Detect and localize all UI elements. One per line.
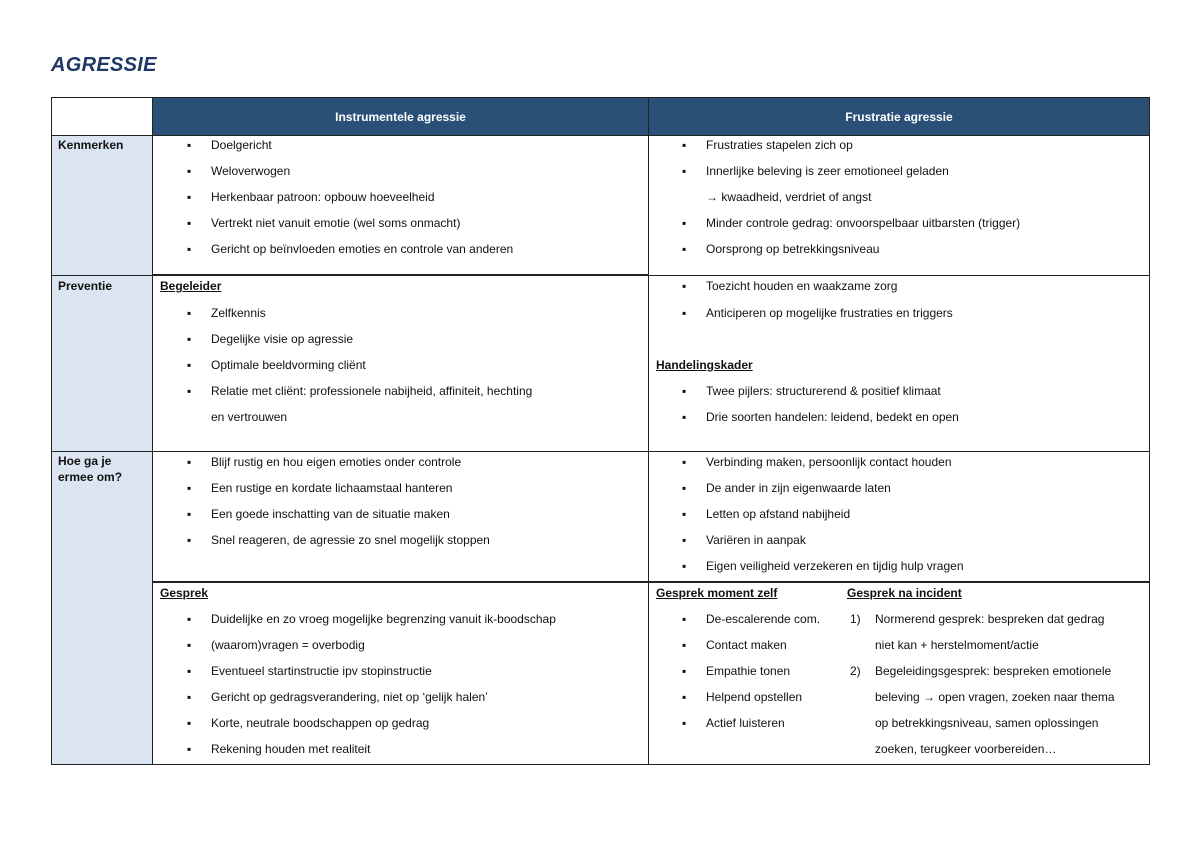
list-item: Eigen veiligheid verzekeren en tijdig hulp vragen <box>706 559 964 573</box>
list-item: Zelfkennis <box>211 306 266 320</box>
bullet-icon: ▪ <box>187 716 192 730</box>
list-item: Innerlijke beleving is zeer emotioneel geladen <box>706 164 949 178</box>
list-item: Frustraties stapelen zich op <box>706 138 853 152</box>
bullet-icon: ▪ <box>187 455 192 469</box>
list-number: 1) <box>850 612 861 626</box>
row-label-hoe-line2: ermee om? <box>58 470 123 484</box>
list-item-continuation: → kwaadheid, verdriet of angst <box>706 190 872 204</box>
bullet-icon: ▪ <box>187 358 192 372</box>
list-item: Blijf rustig en hou eigen emoties onder controle <box>211 455 462 469</box>
list-item: Variëren in aanpak <box>706 533 806 547</box>
grid-line <box>52 451 1149 452</box>
section-heading-gesprek-moment: Gesprek moment zelf <box>656 586 778 600</box>
bullet-icon: ▪ <box>187 742 192 756</box>
grid-line <box>52 275 1149 276</box>
section-heading-gesprek-na: Gesprek na incident <box>847 586 962 600</box>
list-item: Minder controle gedrag: onvoorspelbaar uitbarsten (trigger) <box>706 216 1021 230</box>
list-item: Gericht op beïnvloeden emoties en controle van anderen <box>211 242 514 256</box>
bullet-icon: ▪ <box>187 664 192 678</box>
bullet-icon: ▪ <box>187 242 192 256</box>
bullet-icon: ▪ <box>682 507 687 521</box>
bullet-icon: ▪ <box>682 690 687 704</box>
list-item-continuation: en vertrouwen <box>211 410 288 424</box>
list-item: Korte, neutrale boodschappen op gedrag <box>211 716 430 730</box>
bullet-icon: ▪ <box>187 384 192 398</box>
list-item: Duidelijke en zo vroeg mogelijke begrenzing vanuit ik-boodschap <box>211 612 556 626</box>
bullet-icon: ▪ <box>187 138 192 152</box>
list-item: Toezicht houden en waakzame zorg <box>706 279 898 293</box>
list-item: Begeleidingsgesprek: bespreken emotionele <box>875 664 1112 678</box>
list-item: Actief luisteren <box>706 716 785 730</box>
list-item: Doelgericht <box>211 138 272 152</box>
bullet-icon: ▪ <box>682 533 687 547</box>
bullet-icon: ▪ <box>682 242 687 256</box>
bullet-icon: ▪ <box>187 306 192 320</box>
bullet-icon: ▪ <box>682 384 687 398</box>
row-label-hoe <box>52 451 152 764</box>
row-label-kenmerken: Kenmerken <box>52 135 152 276</box>
list-item: Drie soorten handelen: leidend, bedekt en open <box>706 410 959 424</box>
list-item: Eventueel startinstructie ipv stopinstructie <box>211 664 432 678</box>
bullet-icon: ▪ <box>187 638 192 652</box>
list-item: Oorsprong op betrekkingsniveau <box>706 242 880 256</box>
section-heading-handelingskader: Handelingskader <box>656 358 753 372</box>
grid-line <box>52 135 1149 136</box>
list-item: Een goede inschatting van de situatie maken <box>211 507 450 521</box>
bullet-icon: ▪ <box>682 410 687 424</box>
bullet-icon: ▪ <box>187 216 192 230</box>
bullet-icon: ▪ <box>682 481 687 495</box>
bullet-icon: ▪ <box>682 664 687 678</box>
bullet-icon: ▪ <box>187 332 192 346</box>
list-item: Vertrekt niet vanuit emotie (wel soms onmacht) <box>211 216 461 230</box>
grid-line <box>648 98 649 764</box>
list-item: Optimale beeldvorming cliënt <box>211 358 366 372</box>
list-item-continuation: zoeken, terugkeer voorbereiden… <box>875 742 1057 756</box>
list-item-continuation: op betrekkingsniveau, samen oplossingen <box>875 716 1099 730</box>
list-item: Weloverwogen <box>211 164 291 178</box>
bullet-icon: ▪ <box>187 481 192 495</box>
bullet-icon: ▪ <box>682 455 687 469</box>
list-item: Gericht op gedragsverandering, niet op ‘gelijk halen’ <box>211 690 488 704</box>
section-heading-begeleider: Begeleider <box>160 279 222 293</box>
header-instrumentele: Instrumentele agressie <box>153 98 648 135</box>
section-heading-gesprek: Gesprek <box>160 586 209 600</box>
list-item: Empathie tonen <box>706 664 791 678</box>
bullet-icon: ▪ <box>187 190 192 204</box>
bullet-icon: ▪ <box>682 716 687 730</box>
bullet-icon: ▪ <box>187 533 192 547</box>
bullet-icon: ▪ <box>187 507 192 521</box>
agressie-table <box>51 97 1150 765</box>
list-item: Letten op afstand nabijheid <box>706 507 851 521</box>
bullet-icon: ▪ <box>682 612 687 626</box>
list-number: 2) <box>850 664 861 678</box>
list-item: (waarom)vragen = overbodig <box>211 638 365 652</box>
list-item: Helpend opstellen <box>706 690 803 704</box>
bullet-icon: ▪ <box>682 559 687 573</box>
list-item-continuation: niet kan + herstelmoment/actie <box>875 638 1039 652</box>
list-item: Herkenbaar patroon: opbouw hoeveelheid <box>211 190 435 204</box>
list-item: Een rustige en kordate lichaamstaal hanteren <box>211 481 453 495</box>
page-title: AGRESSIE <box>51 54 157 76</box>
list-item: Rekening houden met realiteit <box>211 742 371 756</box>
bullet-icon: ▪ <box>682 306 687 320</box>
header-frustratie: Frustratie agressie <box>649 98 1149 135</box>
row-label-hoe-line1: Hoe ga je <box>58 454 112 468</box>
bullet-icon: ▪ <box>682 216 687 230</box>
list-item: Anticiperen op mogelijke frustraties en triggers <box>706 306 953 320</box>
bullet-icon: ▪ <box>682 164 687 178</box>
list-item: Relatie met cliënt: professionele nabijheid, affiniteit, hechting <box>211 384 533 398</box>
list-item: De-escalerende com. <box>706 612 821 626</box>
bullet-icon: ▪ <box>187 612 192 626</box>
list-item: Snel reageren, de agressie zo snel mogelijk stoppen <box>211 533 490 547</box>
bullet-icon: ▪ <box>682 638 687 652</box>
row-label-preventie: Preventie <box>52 276 152 451</box>
list-item: Degelijke visie op agressie <box>211 332 354 346</box>
bullet-icon: ▪ <box>187 164 192 178</box>
bullet-icon: ▪ <box>682 279 687 293</box>
list-item-continuation: beleving → open vragen, zoeken naar thema <box>875 690 1115 704</box>
bullet-icon: ▪ <box>682 138 687 152</box>
list-item: De ander in zijn eigenwaarde laten <box>706 481 891 495</box>
bullet-icon: ▪ <box>187 690 192 704</box>
list-item: Contact maken <box>706 638 787 652</box>
grid-line <box>152 98 153 764</box>
list-item: Verbinding maken, persoonlijk contact houden <box>706 455 952 469</box>
list-item: Normerend gesprek: bespreken dat gedrag <box>875 612 1105 626</box>
list-item: Twee pijlers: structurerend & positief klimaat <box>706 384 941 398</box>
grid-line <box>152 581 1149 583</box>
